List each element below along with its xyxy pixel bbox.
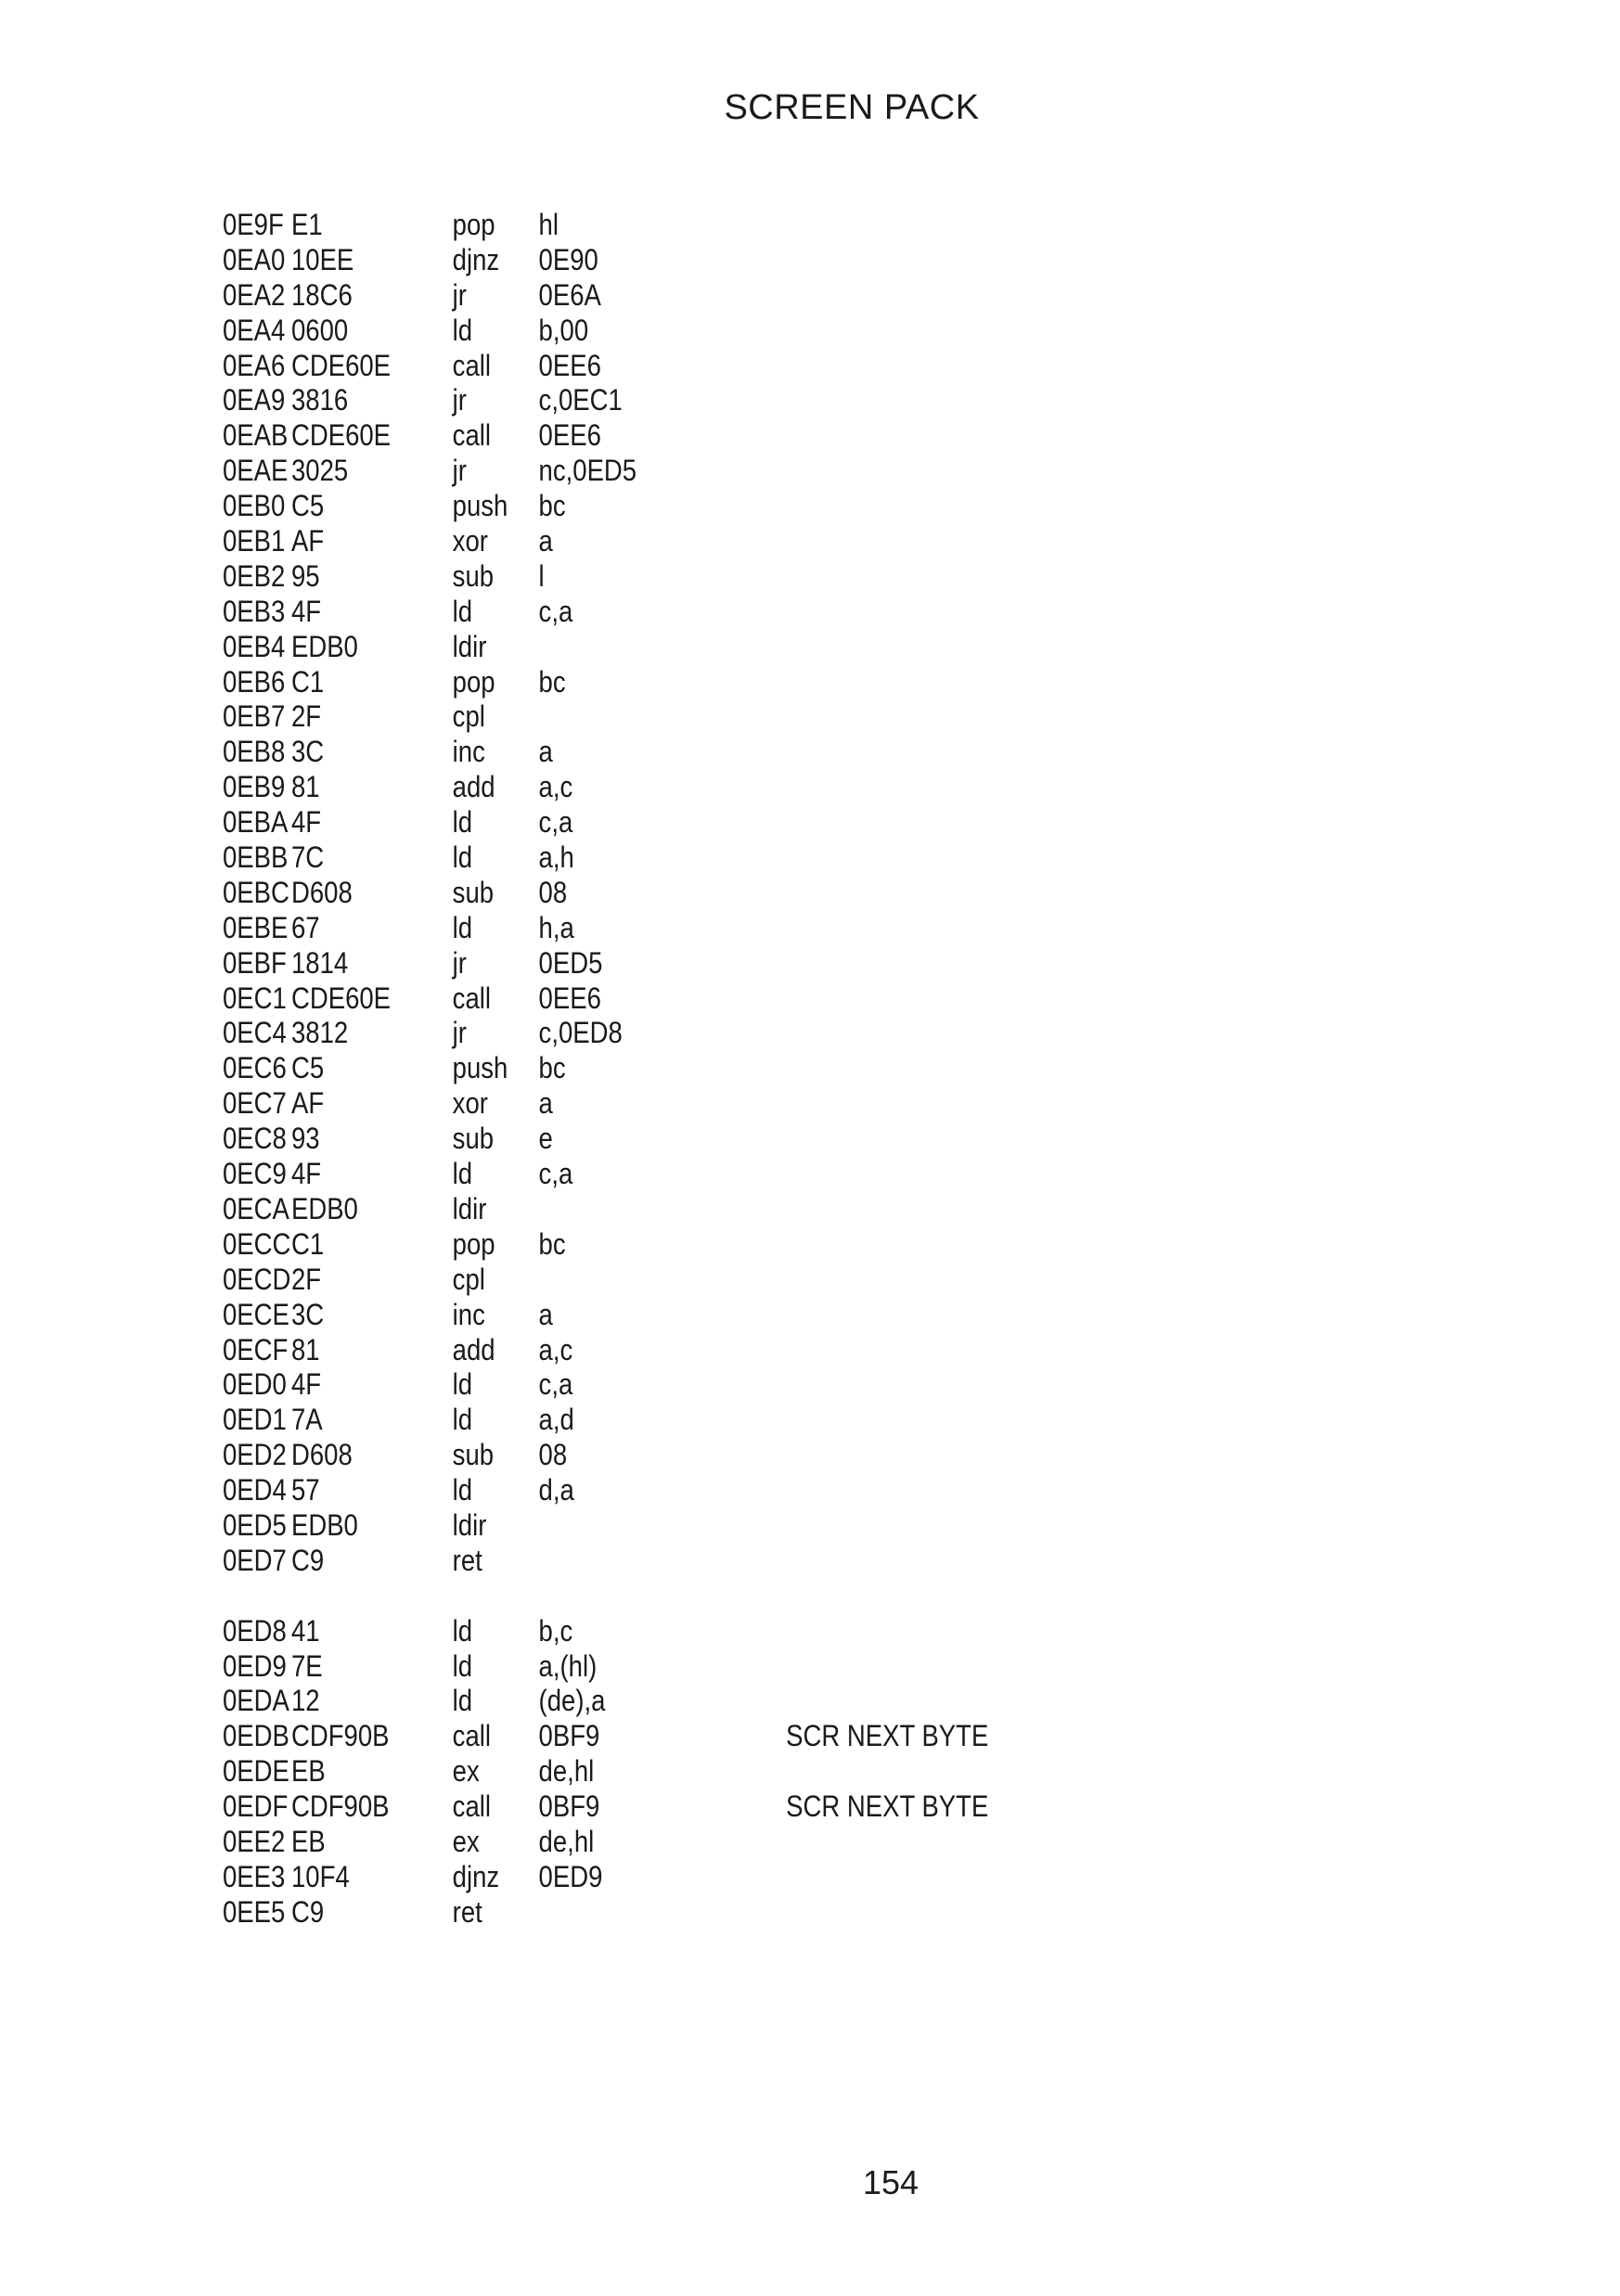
mnemonic: ldir xyxy=(452,629,487,663)
mnemonic: sub xyxy=(452,558,495,593)
operands: 0EE6 xyxy=(538,418,601,453)
address: 0EA4 xyxy=(223,313,286,347)
mnemonic: inc xyxy=(452,1297,485,1331)
opcode-bytes: EDB0 xyxy=(290,629,358,663)
opcode-bytes: D608 xyxy=(290,1438,353,1472)
address: 0EB9 xyxy=(223,770,286,804)
address: 0EA9 xyxy=(223,383,286,417)
opcode-bytes: 18C6 xyxy=(290,277,353,312)
opcode-bytes: 7E xyxy=(290,1648,323,1683)
mnemonic: ld xyxy=(452,1403,473,1437)
opcode-bytes: 41 xyxy=(290,1613,320,1648)
opcode-bytes: C5 xyxy=(290,489,325,523)
opcode-bytes: 10F4 xyxy=(290,1859,350,1893)
address: 0ED4 xyxy=(223,1473,287,1507)
mnemonic: jr xyxy=(452,383,467,417)
address: 0E9F xyxy=(223,208,284,241)
operands: e xyxy=(538,1122,553,1156)
opcode-bytes: 4F xyxy=(290,1157,322,1191)
mnemonic: ld xyxy=(452,840,473,875)
address: 0EBB xyxy=(223,840,289,875)
operands: c,a xyxy=(538,1367,573,1402)
mnemonic: ret xyxy=(452,1894,482,1929)
opcode-bytes: 7A xyxy=(290,1403,323,1437)
mnemonic: sub xyxy=(452,875,495,909)
mnemonic: sub xyxy=(452,1122,495,1156)
operands: 0E90 xyxy=(538,242,598,276)
mnemonic: ld xyxy=(452,1648,473,1683)
mnemonic: pop xyxy=(452,664,495,699)
opcode-bytes: EB xyxy=(290,1754,326,1789)
operands: a xyxy=(538,1297,553,1331)
mnemonic: call xyxy=(452,1719,491,1753)
operands: c,a xyxy=(538,594,573,628)
address: 0EB6 xyxy=(223,664,286,699)
opcode-bytes: EDB0 xyxy=(290,1507,358,1542)
operands: 0EE6 xyxy=(538,348,601,382)
mnemonic: push xyxy=(452,1051,508,1085)
address: 0EC1 xyxy=(223,981,287,1015)
address: 0ECF xyxy=(223,1332,289,1366)
operands: bc xyxy=(538,1051,566,1085)
opcode-bytes: 0600 xyxy=(290,313,349,347)
opcode-bytes: CDF90B xyxy=(290,1789,390,1824)
mnemonic: call xyxy=(452,348,491,382)
address: 0ECD xyxy=(223,1262,291,1296)
address: 0EDA xyxy=(223,1684,289,1718)
operands: hl xyxy=(538,208,559,241)
opcode-bytes: 2F xyxy=(290,699,322,734)
opcode-bytes: 4F xyxy=(290,594,322,628)
opcode-bytes: D608 xyxy=(290,875,353,909)
operands: nc,0ED5 xyxy=(538,454,637,488)
opcode-bytes: 1814 xyxy=(290,945,349,980)
opcode-bytes: C9 xyxy=(290,1894,325,1929)
address: 0EE2 xyxy=(223,1824,286,1858)
operands: h,a xyxy=(538,910,574,944)
operands: c,0ED8 xyxy=(538,1016,623,1050)
address: 0EB2 xyxy=(223,558,286,593)
mnemonic: ld xyxy=(452,594,473,628)
mnemonic: pop xyxy=(452,208,495,241)
mnemonic: pop xyxy=(452,1226,495,1261)
address: 0EBE xyxy=(223,910,289,944)
opcode-bytes: 7C xyxy=(290,840,325,875)
operands: 0E6A xyxy=(538,277,601,312)
mnemonic: ldir xyxy=(452,1507,487,1542)
mnemonic: ex xyxy=(452,1824,480,1858)
opcode-bytes: 4F xyxy=(290,1367,322,1402)
operands: a,c xyxy=(538,1332,573,1366)
address: 0EB7 xyxy=(223,699,286,734)
address: 0EA6 xyxy=(223,348,286,382)
address: 0ECE xyxy=(223,1297,289,1331)
address: 0EC4 xyxy=(223,1016,287,1050)
address: 0EBA xyxy=(223,805,289,840)
address: 0EB1 xyxy=(223,524,286,558)
address: 0EB8 xyxy=(223,735,286,769)
address: 0EAE xyxy=(223,454,289,488)
mnemonic: ex xyxy=(452,1754,480,1789)
operands: a,d xyxy=(538,1403,574,1437)
address: 0ED9 xyxy=(223,1648,287,1683)
operands: bc xyxy=(538,664,566,699)
operands: a xyxy=(538,735,553,769)
address: 0EC6 xyxy=(223,1051,287,1085)
address: 0ED0 xyxy=(223,1367,287,1402)
comment: SCR NEXT BYTE xyxy=(786,1719,989,1753)
operands: b,c xyxy=(538,1613,573,1648)
operands: a xyxy=(538,524,553,558)
operands: c,a xyxy=(538,805,573,840)
opcode-bytes: CDE60E xyxy=(290,418,392,453)
opcode-bytes: C9 xyxy=(290,1543,325,1577)
address: 0EBC xyxy=(223,875,289,909)
page-title: SCREEN PACK xyxy=(724,88,980,127)
opcode-bytes: 3C xyxy=(290,735,325,769)
mnemonic: call xyxy=(452,981,491,1015)
page-number: 154 xyxy=(862,2163,919,2201)
address: 0EDE xyxy=(223,1754,289,1789)
operands: d,a xyxy=(538,1473,574,1507)
mnemonic: jr xyxy=(452,1016,467,1050)
opcode-bytes: 57 xyxy=(290,1473,320,1507)
opcode-bytes: 12 xyxy=(290,1684,320,1718)
mnemonic: call xyxy=(452,418,491,453)
opcode-bytes: 10EE xyxy=(290,242,354,276)
address: 0ED2 xyxy=(223,1438,287,1472)
opcode-bytes: 81 xyxy=(290,770,320,804)
operands: bc xyxy=(538,1226,566,1261)
operands: 08 xyxy=(538,875,568,909)
address: 0ED7 xyxy=(223,1543,287,1577)
address: 0EA2 xyxy=(223,277,286,312)
mnemonic: add xyxy=(452,1332,495,1366)
opcode-bytes: AF xyxy=(290,524,325,558)
opcode-bytes: 3816 xyxy=(290,383,349,417)
opcode-bytes: C1 xyxy=(290,1226,325,1261)
operands: 0ED9 xyxy=(538,1859,603,1893)
address: 0EB0 xyxy=(223,489,286,523)
address: 0ED5 xyxy=(223,1507,287,1542)
opcode-bytes: C5 xyxy=(290,1051,325,1085)
operands: a,h xyxy=(538,840,574,875)
mnemonic: push xyxy=(452,489,508,523)
address: 0EB4 xyxy=(223,629,286,663)
mnemonic: sub xyxy=(452,1438,495,1472)
comment: SCR NEXT BYTE xyxy=(786,1789,989,1824)
opcode-bytes: 93 xyxy=(290,1122,320,1156)
opcode-bytes: 4F xyxy=(290,805,322,840)
operands: 0EE6 xyxy=(538,981,601,1015)
operands: b,00 xyxy=(538,313,589,347)
address: 0ECA xyxy=(223,1191,289,1225)
address: 0ED8 xyxy=(223,1613,287,1648)
opcode-bytes: 2F xyxy=(290,1262,322,1296)
address: 0EE5 xyxy=(223,1894,286,1929)
operands: a xyxy=(538,1086,553,1121)
mnemonic: ld xyxy=(452,313,473,347)
operands: 0ED5 xyxy=(538,945,603,980)
address: 0EAB xyxy=(223,418,289,453)
operands: a,c xyxy=(538,770,573,804)
operands: c,0EC1 xyxy=(538,383,623,417)
mnemonic: inc xyxy=(452,735,485,769)
opcode-bytes: 3C xyxy=(290,1297,325,1331)
operands: bc xyxy=(538,489,566,523)
mnemonic: ldir xyxy=(452,1191,487,1225)
mnemonic: jr xyxy=(452,454,467,488)
address: 0EC7 xyxy=(223,1086,287,1121)
mnemonic: ld xyxy=(452,1157,473,1191)
operands: (de),a xyxy=(538,1684,606,1718)
opcode-bytes: CDE60E xyxy=(290,981,392,1015)
operands: de,hl xyxy=(538,1824,595,1858)
address: 0EDB xyxy=(223,1719,289,1753)
mnemonic: xor xyxy=(452,524,488,558)
mnemonic: djnz xyxy=(452,1859,500,1893)
opcode-bytes: EDB0 xyxy=(290,1191,358,1225)
mnemonic: add xyxy=(452,770,495,804)
address: 0EB3 xyxy=(223,594,286,628)
opcode-bytes: EB xyxy=(290,1824,326,1858)
mnemonic: ld xyxy=(452,910,473,944)
operands: de,hl xyxy=(538,1754,595,1789)
address: 0EC9 xyxy=(223,1157,287,1191)
operands: c,a xyxy=(538,1157,573,1191)
address: 0ECC xyxy=(223,1226,291,1261)
opcode-bytes: C1 xyxy=(290,664,325,699)
mnemonic: ld xyxy=(452,805,473,840)
mnemonic: ld xyxy=(452,1473,473,1507)
opcode-bytes: CDF90B xyxy=(290,1719,390,1753)
mnemonic: ld xyxy=(452,1613,473,1648)
address: 0EBF xyxy=(223,945,287,980)
operands: 0BF9 xyxy=(538,1719,600,1753)
opcode-bytes: AF xyxy=(290,1086,325,1121)
opcode-bytes: 3812 xyxy=(290,1016,349,1050)
mnemonic: call xyxy=(452,1789,491,1824)
opcode-bytes: 95 xyxy=(290,558,320,593)
mnemonic: ld xyxy=(452,1367,473,1402)
address: 0EDF xyxy=(223,1789,289,1824)
mnemonic: xor xyxy=(452,1086,488,1121)
operands: a,(hl) xyxy=(538,1648,598,1683)
operands: l xyxy=(538,558,545,593)
mnemonic: jr xyxy=(452,945,467,980)
mnemonic: djnz xyxy=(452,242,500,276)
opcode-bytes: E1 xyxy=(290,208,323,241)
mnemonic: cpl xyxy=(452,699,485,734)
opcode-bytes: 67 xyxy=(290,910,320,944)
opcode-bytes: 81 xyxy=(290,1332,320,1366)
mnemonic: cpl xyxy=(452,1262,485,1296)
mnemonic: jr xyxy=(452,277,467,312)
mnemonic: ld xyxy=(452,1684,473,1718)
address: 0EA0 xyxy=(223,242,286,276)
operands: 08 xyxy=(538,1438,568,1472)
address: 0ED1 xyxy=(223,1403,287,1437)
address: 0EC8 xyxy=(223,1122,287,1156)
mnemonic: ret xyxy=(452,1543,482,1577)
operands: 0BF9 xyxy=(538,1789,600,1824)
address: 0EE3 xyxy=(223,1859,286,1893)
opcode-bytes: CDE60E xyxy=(290,348,392,382)
opcode-bytes: 3025 xyxy=(290,454,349,488)
